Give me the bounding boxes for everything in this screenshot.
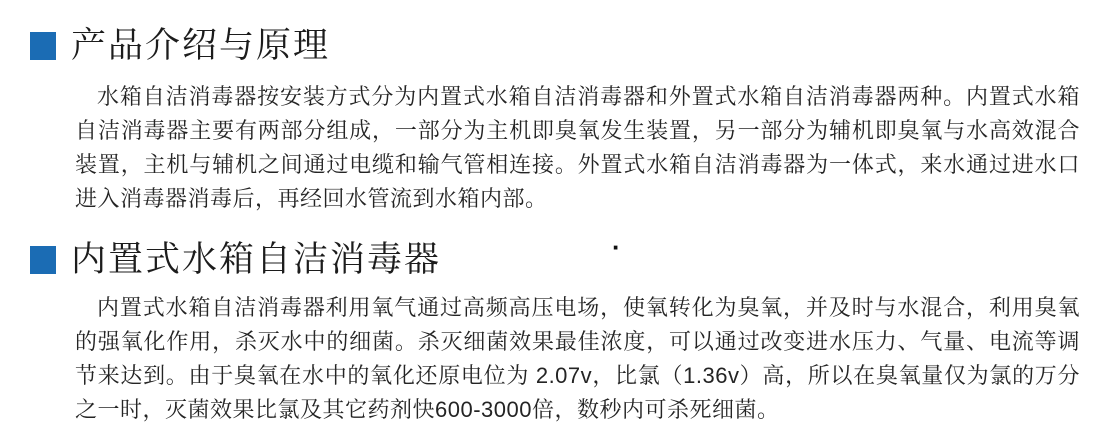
product-intro-paragraph: 水箱自洁消毒器按安装方式分为内置式水箱自洁消毒器和外置式水箱自洁消毒器两种。内置式水箱自洁消毒器主要有两部分组成，一部分为主机即臭氧发生装置，另一部分为辅机即臭氧与水高效混合装置，主机与辅机之间通过电缆和输气管相连接。外置式水箱自洁消毒器为一体式，来水通过进水口进入消毒器消毒后，再经回水管流到水箱内部。 (75, 84, 1080, 211)
product-intro-heading-row (30, 26, 1110, 66)
product-intro-title: 产品介绍与原理 (71, 26, 331, 65)
builtin-disinfector-title: 内置式水箱自洁消毒器 (71, 240, 442, 279)
section-product-intro (0, 26, 1110, 216)
builtin-disinfector-paragraph: 内置式水箱自洁消毒器利用氧气通过高频高压电场，使氧转化为臭氧，并及时与水混合，利用臭氧的强氧化作用，杀灭水中的细菌。杀灭细菌效果最佳浓度，可以通过改变进水压力、气量、电流等调节来达到。由于臭氧在水中的氧化还原电位为 2.07v，比氯（1.36v）高，所以在臭氧量仅为氯的万分之一时，灭菌效果比氯及其它药剂快600-3000倍，数秒内可杀死细菌。 (75, 295, 1080, 422)
stray-dot-artifact: · (612, 232, 621, 262)
blue-square-bullet-icon (30, 32, 56, 60)
blue-square-bullet-icon (30, 246, 56, 274)
builtin-disinfector-heading-row (30, 240, 1110, 280)
section-builtin-disinfector (0, 240, 1110, 426)
